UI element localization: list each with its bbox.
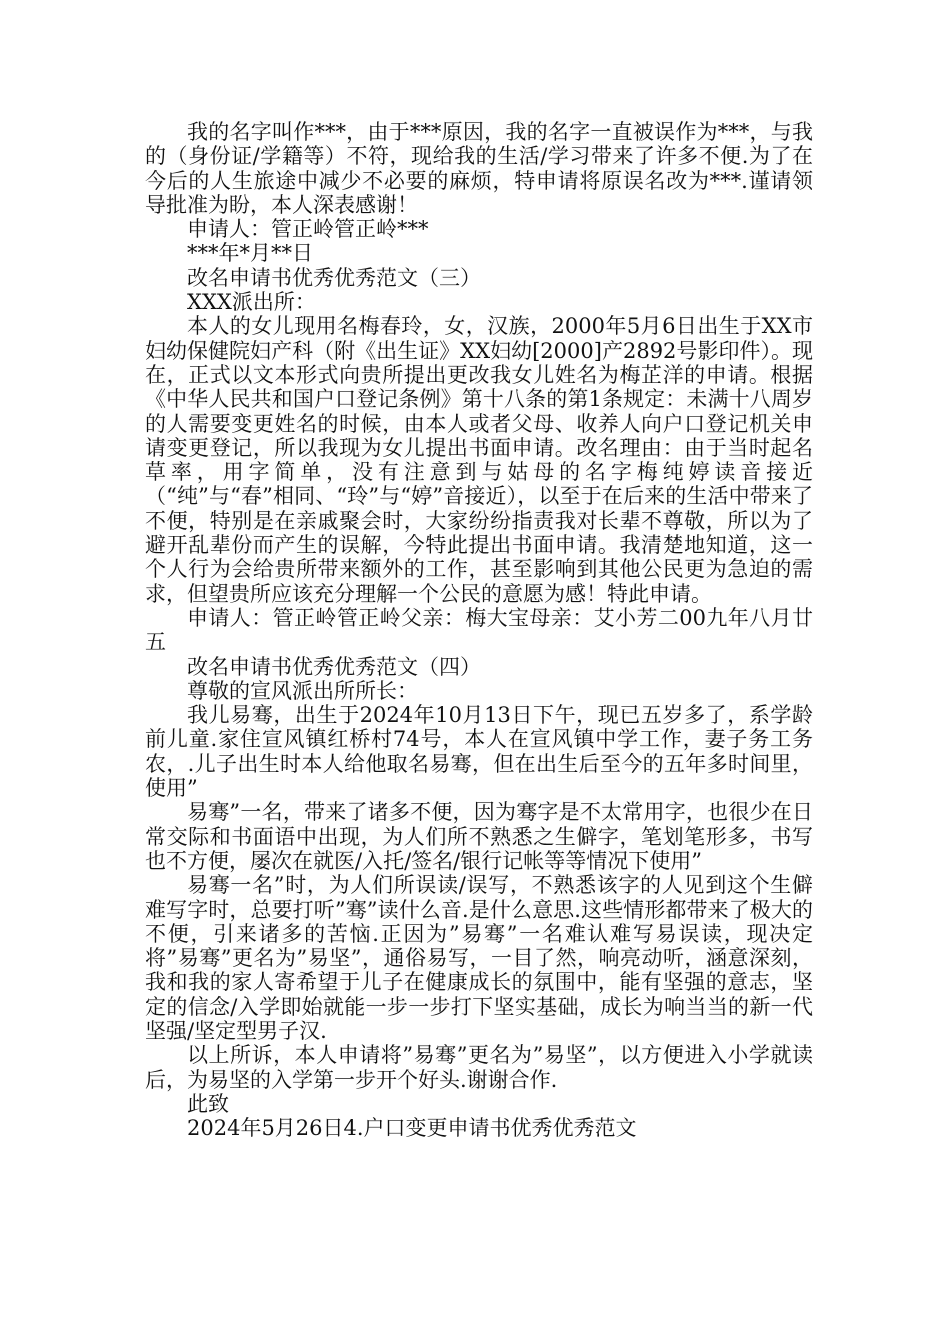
paragraph-name-error-request: 我的名字叫作***，由于***原因，我的名字一直被误作为***，与我的（身份证/学籍等）不符，现给我的生活/学习带来了许多不便.为了在今后的人生旅途中减少不必要的麻烦，特申请将原误名改为***.谨请领导批准为盼，本人深表感谢！ (145, 120, 813, 217)
paragraph-body-3: 本人的女儿现用名梅春玲，女，汉族，2000年5月6日出生于XX市妇幼保健院妇产科（附《出生证》XX妇幼[2000]产2892号影印件）。现在，正式以文本形式向贵所提出更改我女儿姓名为梅芷洋的申请。根据《中华人民共和国户口登记条例》第十八条的第1条规定：未满十八周岁的人需要变更姓名的时候，由本人或者父母、收养人向户口登记机关申请变更登记，所以我现为女儿提出书面申请。改名理由：由于当时起名草率，用字简单，没有注意到与姑母的名字梅纯婷读音接近（“纯”与“春”相同、“玲”与“婷”音接近），以至于在后来的生活中带来了不便，特别是在亲戚聚会时，大家纷纷指责我对长辈不尊敬，所以为了避开乱辈份而产生的误解，今特此提出书面申请。我清楚地知道，这一个人行为会给贵所带来额外的工作，甚至影响到其他公民更为急迫的需求，但望贵所应该充分理解一个公民的意愿为感！特此申请。 (145, 314, 813, 606)
paragraph-body-4d: 以上所诉，本人申请将”易骞”更名为”易坚”，以方便进入小学就读后，为易坚的入学第一步开个好头.谢谢合作. (145, 1043, 813, 1092)
paragraph-body-4b: 易骞”一名，带来了诸多不便，因为骞字是不太常用字，也很少在日常交际和书面语中出现，为人们所不熟悉之生僻字，笔划笔形多，书写也不方便，屡次在就医/入托/签名/银行记帐等等情况下使用” (145, 800, 813, 873)
document-body (145, 120, 813, 1140)
paragraph-applicant-3: 申请人：管正岭管正岭父亲：梅大宝母亲：艾小芳二00九年八月廿五 (145, 605, 813, 655)
paragraph-applicant-1: 申请人：管正岭管正岭*** (187, 217, 429, 242)
paragraph-salutation-4: 尊敬的宣风派出所所长： (187, 678, 418, 703)
section-title-3: 改名申请书优秀优秀范文（三） (187, 265, 481, 290)
paragraph-body-4a: 我儿易骞，出生于2024年10月13日下午，现已五岁多了，系学龄前儿童.家住宣风镇红桥村74号，本人在宣风镇中学工作，妻子务工务农，.儿子出生时本人给他取名易骞，但在出生后至今的五年多时间里，使用” (145, 703, 813, 801)
paragraph-date-1: ***年*月**日 (187, 241, 313, 266)
section-title-4: 改名申请书优秀优秀范文（四） (187, 654, 481, 679)
paragraph-salutation-3: XXX派出所： (187, 290, 316, 315)
paragraph-date-and-next-title: 2024年5月26日4.户口变更申请书优秀优秀范文 (187, 1116, 637, 1141)
paragraph-closing: 此致 (187, 1091, 229, 1116)
paragraph-body-4c: 易骞一名”时，为人们所误读/误写，不熟悉该字的人见到这个生僻难写字时，总要打听”骞”读什么音.是什么意思.这些情形都带来了极大的不便，引来诸多的苦恼.正因为”易骞”一名难认难写易误读，现决定将”易骞”更名为”易坚”，通俗易写，一目了然，响亮动听，涵意深刻，我和我的家人寄希望于儿子在健康成长的氛围中，能有坚强的意志，坚定的信念/入学即始就能一步一步打下坚实基础，成长为响当当的新一代坚强/坚定型男子汉. (145, 873, 813, 1043)
